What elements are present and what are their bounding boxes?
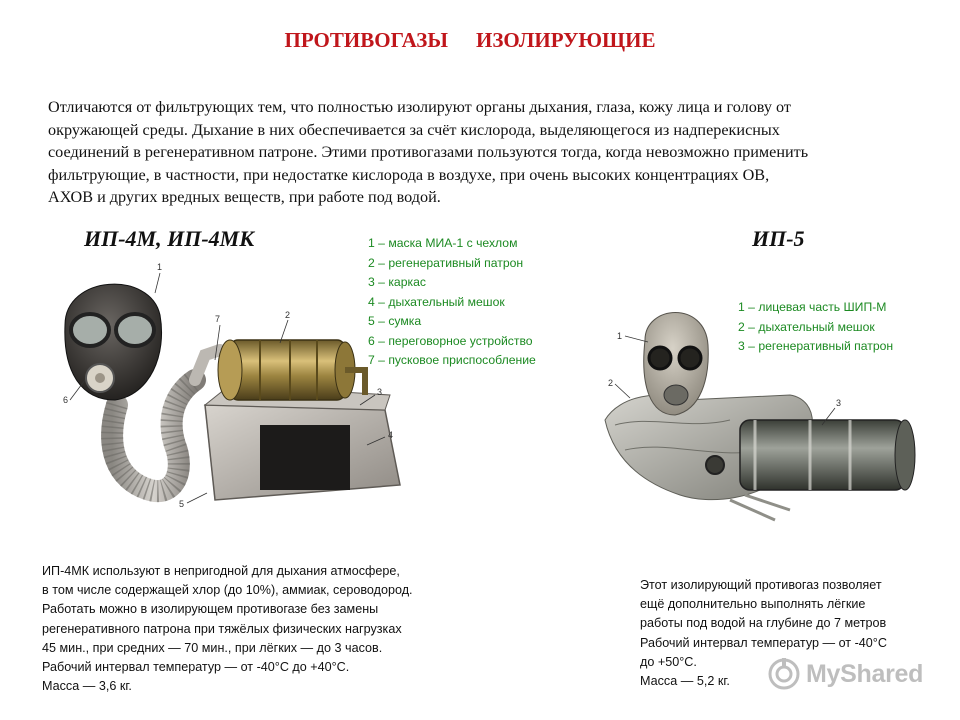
right-heading: ИП-5: [752, 226, 805, 251]
watermark-text: MyShared: [806, 659, 924, 688]
legend-item: 1 – маска МИА-1 с чехлом: [368, 236, 518, 250]
desc-line: Работать можно в изолирующем противогазе без замены: [42, 602, 379, 617]
desc-line: регенеративного патрона при тяжёлых физических нагрузках: [42, 621, 402, 636]
intro-line: Отличаются от фильтрующих тем, что полностью изолируют органы дыхания, глаза, кожу лица и голову от: [48, 98, 791, 116]
callout-3: 3: [836, 398, 842, 408]
legend-item: 2 – дыхательный мешок: [738, 319, 875, 334]
page-title: [0, 28, 940, 53]
desc-line: Рабочий интервал температур — от -40°С: [640, 635, 887, 650]
desc-line: Рабочий интервал температур — от -40°С до +40°С.: [42, 660, 350, 675]
desc-line: работы под водой на глубине до 7 метров: [640, 616, 887, 631]
desc-line: Этот изолирующий противогаз позволяет: [640, 578, 882, 592]
left-description: [42, 562, 413, 696]
callout-2: 2: [285, 310, 291, 320]
callout-4: 4: [388, 430, 394, 440]
desc-line: в том числе содержащей хлор (до 10%), аммиак, сероводород.: [42, 583, 413, 598]
legend-item: 3 – регенеративный патрон: [738, 339, 894, 353]
watermark: [768, 654, 928, 694]
callout-7: 7: [215, 314, 221, 324]
myshared-logo-icon: [768, 658, 800, 690]
ip-4m-illustration: [55, 255, 415, 525]
intro-line: соединений в регенеративном патроне. Этими противогазами пользуются тогда, когда невозможно применить: [48, 143, 809, 161]
callout-5: 5: [179, 499, 185, 509]
legend-item: 5 – сумка: [368, 314, 422, 328]
intro-line: фильтрующие, в частности, при недостатке кислорода в воздухе, при очень высоких концентрациях ОВ,: [48, 165, 770, 184]
intro-line: АХОВ и других вредных веществ, при работе под водой.: [48, 188, 441, 206]
intro-line: окружающей среды. Дыхание в них обеспечивается за счёт кислорода, выделяющегося из надперекисных: [48, 120, 780, 139]
desc-line: до +50°С.: [640, 654, 697, 669]
legend-item: 6 – переговорное устройство: [368, 333, 533, 348]
title-part-1: ПРОТИВОГАЗЫ: [284, 28, 448, 52]
callout-3: 3: [377, 387, 383, 397]
legend-item: 1 – лицевая часть ШИП-М: [738, 300, 887, 314]
intro-paragraph: [48, 96, 928, 209]
legend-item: 3 – каркас: [368, 275, 426, 289]
desc-line: 45 мин., при средних — 70 мин., при лёгких — до 3 часов.: [42, 640, 383, 655]
ip-5-illustration: [590, 300, 920, 530]
callout-1: 1: [157, 262, 163, 272]
legend-item: 4 – дыхательный мешок: [368, 294, 505, 309]
desc-line: Масса — 3,6 кг.: [42, 679, 132, 694]
legend-item: 7 – пусковое приспособление: [368, 353, 536, 367]
callout-1: 1: [617, 331, 623, 341]
callout-2: 2: [608, 378, 614, 388]
left-heading: ИП-4М, ИП-4МК: [84, 226, 255, 251]
desc-line: ИП-4МК используют в непригодной для дыхания атмосфере,: [42, 564, 400, 578]
title-part-2: ИЗОЛИРУЮЩИЕ: [476, 28, 656, 52]
legend-item: 2 – регенеративный патрон: [368, 255, 524, 270]
desc-line: ещё дополнительно выполнять лёгкие: [640, 597, 866, 612]
desc-line: Масса — 5,2 кг.: [640, 674, 730, 689]
callout-6: 6: [63, 395, 69, 405]
